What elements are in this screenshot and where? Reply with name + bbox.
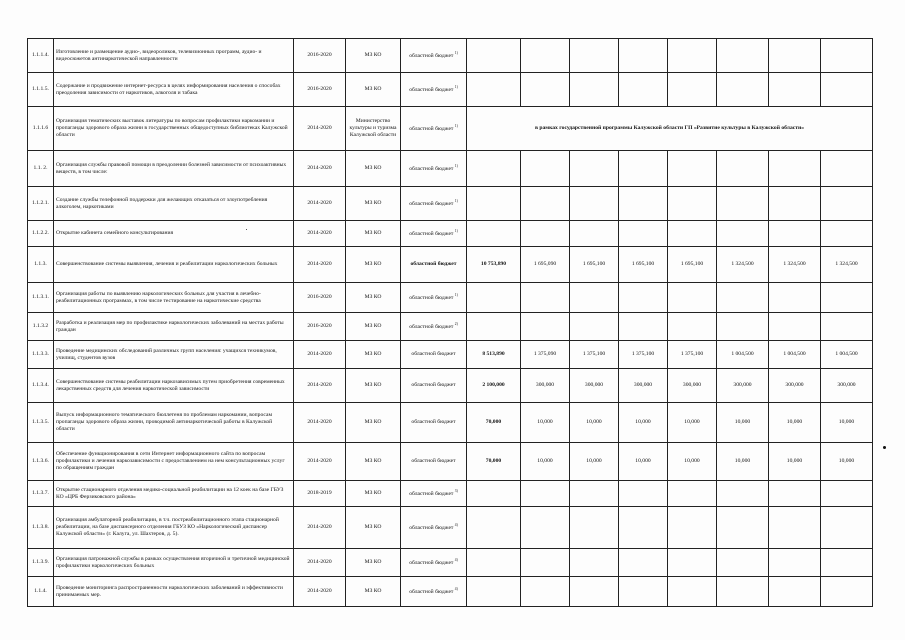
row-total (467, 481, 521, 507)
footnote-marker: 1) (454, 124, 458, 129)
row-executor: МЗ КО (346, 247, 401, 283)
row-total: 70,000 (467, 403, 521, 443)
footnote-marker: 2) (454, 322, 458, 327)
table-row (28, 107, 873, 151)
table-row (28, 443, 873, 481)
row-year-value: 1 375,100 (619, 341, 668, 369)
row-total (467, 283, 521, 313)
row-total (467, 187, 521, 221)
funding-source-text: областной бюджет (409, 559, 454, 566)
row-funding-source (401, 403, 467, 443)
row-year-value (570, 481, 619, 507)
row-year-value (769, 73, 821, 107)
row-total (467, 577, 521, 607)
row-description: Организация патронажной службы в рамках осуществления вторичной и третичной медицинской профилактики наркологических больных (54, 549, 294, 577)
funding-source-text: областной бюджет (409, 125, 454, 132)
row-year-value (570, 313, 619, 341)
row-year-value: 10,000 (521, 403, 570, 443)
row-period: 2014-2020 (294, 151, 346, 187)
row-funding-source (401, 221, 467, 247)
row-year-value (668, 577, 717, 607)
row-period: 2014-2020 (294, 443, 346, 481)
table-row (28, 369, 873, 403)
row-year-value (570, 187, 619, 221)
row-funding-source (401, 187, 467, 221)
scan-speck (246, 229, 247, 230)
row-year-value: 10,000 (717, 403, 769, 443)
row-number: 1.1.3.8. (28, 507, 54, 549)
row-number: 1.1.1.6 (28, 107, 54, 151)
row-year-value (821, 283, 873, 313)
row-description: Проведение мониторинга распространенности наркологических заболеваний и эффективности принимаемых мер. (54, 577, 294, 607)
row-total: 70,000 (467, 443, 521, 481)
row-number: 1.1.3.9. (28, 549, 54, 577)
row-executor: МЗ КО (346, 443, 401, 481)
row-year-value (769, 549, 821, 577)
row-number: 1.1.3.5. (28, 403, 54, 443)
row-year-value: 10,000 (570, 443, 619, 481)
row-total: 2 100,000 (467, 369, 521, 403)
row-description: Выпуск информационного тематического бюллетеня по проблемам наркомании, вопросам пропаганды здорового образа жизни, проводимой антинаркотической работы в Калужской области (54, 403, 294, 443)
row-year-value (521, 221, 570, 247)
row-year-value (619, 577, 668, 607)
row-year-value (717, 283, 769, 313)
row-period: 2016-2020 (294, 283, 346, 313)
row-year-value: 10,000 (521, 443, 570, 481)
row-year-value: 10,000 (668, 403, 717, 443)
row-period: 2014-2020 (294, 341, 346, 369)
row-executor: МЗ КО (346, 187, 401, 221)
row-year-value: 10,000 (821, 443, 873, 481)
row-total (467, 313, 521, 341)
row-period: 2014-2020 (294, 507, 346, 549)
row-year-value (521, 151, 570, 187)
row-number: 1.1.3.7. (28, 481, 54, 507)
row-total (467, 39, 521, 73)
row-year-value (570, 221, 619, 247)
row-year-value (570, 577, 619, 607)
funding-source-text: областной бюджет (409, 165, 454, 172)
row-funding-source (401, 283, 467, 313)
row-number: 1.1.3.4. (28, 369, 54, 403)
row-year-value: 10,000 (619, 403, 668, 443)
row-year-value: 1 695,090 (521, 247, 570, 283)
table-row (28, 577, 873, 607)
funding-source-text: областной бюджет (411, 382, 456, 388)
row-number: 1.1.1.4. (28, 39, 54, 73)
row-year-value: 1 695,100 (668, 247, 717, 283)
row-funding-source (401, 369, 467, 403)
row-period: 2014-2020 (294, 187, 346, 221)
row-year-value: 1 004,500 (717, 341, 769, 369)
row-year-value (769, 283, 821, 313)
row-year-value: 1 695,100 (570, 247, 619, 283)
row-year-value (521, 507, 570, 549)
row-year-value (821, 73, 873, 107)
funding-source-text: областной бюджет (409, 294, 454, 301)
table-row (28, 507, 873, 549)
table-row (28, 549, 873, 577)
row-funding-source (401, 247, 467, 283)
row-description: Открытие стационарного отделения медико-социальной реабилитации на 12 коек на базе ГБУЗ КО «ЦРБ Ферзиковского района» (54, 481, 294, 507)
table-row (28, 151, 873, 187)
footnote-marker: 1) (454, 293, 458, 298)
row-year-value: 1 375,100 (668, 341, 717, 369)
footnote-marker: 1) (454, 199, 458, 204)
row-year-value: 10,000 (668, 443, 717, 481)
row-year-value (668, 481, 717, 507)
row-funding-source (401, 39, 467, 73)
row-year-value (769, 313, 821, 341)
row-year-value (668, 39, 717, 73)
row-period: 2014-2020 (294, 549, 346, 577)
row-year-value: 300,000 (668, 369, 717, 403)
row-year-value (619, 481, 668, 507)
row-description: Открытие кабинета семейного консультирования (54, 221, 294, 247)
row-year-value (717, 549, 769, 577)
row-total (467, 507, 521, 549)
row-year-value (717, 577, 769, 607)
row-year-value (821, 577, 873, 607)
table-row (28, 403, 873, 443)
row-year-value (521, 481, 570, 507)
row-year-value (717, 221, 769, 247)
row-year-value (521, 549, 570, 577)
row-year-value (821, 313, 873, 341)
table-body (28, 39, 873, 607)
row-number: 1.1.3.2 (28, 313, 54, 341)
row-number: 1.1.4. (28, 577, 54, 607)
row-year-value: 300,000 (619, 369, 668, 403)
row-funding-source (401, 151, 467, 187)
row-year-value: 300,000 (521, 369, 570, 403)
row-year-value: 10,000 (769, 443, 821, 481)
row-executor: МЗ КО (346, 577, 401, 607)
row-year-value (821, 221, 873, 247)
row-period: 2014-2020 (294, 221, 346, 247)
row-number: 1.1.1.5. (28, 73, 54, 107)
row-description: Организация тематических выставок литературы по вопросам профилактики наркомании и пропаганды здорового образа жизни в государственных общедоступных библиотеках Калужской области (54, 107, 294, 151)
funding-source-text: областной бюджет (409, 230, 454, 237)
row-description: Совершенствование системы реабилитации наркозависимых путем приобретения современных лекарственных средств для лечения наркотической зависимости (54, 369, 294, 403)
row-executor: МЗ КО (346, 313, 401, 341)
funding-source-text: областной бюджет (409, 524, 454, 531)
row-description: Создание службы телефонной поддержки для желающих отказаться от злоупотребления алкоголем, наркотиками (54, 187, 294, 221)
funding-source-text: областной бюджет (409, 52, 454, 59)
row-period: 2014-2020 (294, 369, 346, 403)
footnote-marker: 3) (454, 489, 458, 494)
row-funding-source (401, 577, 467, 607)
row-executor: МЗ КО (346, 283, 401, 313)
row-year-value (668, 313, 717, 341)
table-row (28, 247, 873, 283)
row-executor: МЗ КО (346, 221, 401, 247)
footnote-marker: 4) (454, 523, 458, 528)
row-period: 2014-2020 (294, 577, 346, 607)
table-row (28, 313, 873, 341)
row-description: Разработка и реализация мер по профилактике наркологических заболеваний на местах работы граждан (54, 313, 294, 341)
row-year-value (619, 151, 668, 187)
table-row (28, 341, 873, 369)
row-funding-source (401, 107, 467, 151)
row-description: Изготовление и размещение аудио-, видеороликов, телевизионных программ, аудио- и видеосюжетов антинаркотической направленности (54, 39, 294, 73)
row-year-value: 1 375,100 (570, 341, 619, 369)
row-executor: МЗ КО (346, 507, 401, 549)
table-row (28, 187, 873, 221)
table-row (28, 221, 873, 247)
row-funding-source (401, 443, 467, 481)
row-executor: МЗ КО (346, 481, 401, 507)
row-year-value (521, 39, 570, 73)
row-executor: МЗ КО (346, 151, 401, 187)
row-total: 8 513,890 (467, 341, 521, 369)
row-year-value: 10,000 (717, 443, 769, 481)
row-year-value (769, 151, 821, 187)
row-executor: МЗ КО (346, 341, 401, 369)
table-row (28, 283, 873, 313)
row-year-value (668, 221, 717, 247)
row-executor: МЗ КО (346, 73, 401, 107)
row-year-value (769, 187, 821, 221)
table-row (28, 39, 873, 73)
row-year-value (717, 481, 769, 507)
row-year-value (521, 73, 570, 107)
row-funding-source (401, 73, 467, 107)
row-year-value (619, 187, 668, 221)
funding-source-text: областной бюджет (409, 86, 454, 93)
row-year-value (717, 507, 769, 549)
row-year-value (717, 151, 769, 187)
row-year-value (570, 549, 619, 577)
margin-dot (883, 446, 886, 449)
row-year-value: 1 324,500 (821, 247, 873, 283)
row-year-value (570, 39, 619, 73)
row-description: Организация амбулаторной реабилитации, в т.ч. постреабилитационного этапа стационарной реабилитации, на базе диспансерного отделения ГБУЗ КО «Наркологический диспансер Калужской области» (г. Калуга, ул. Шахтеров, д. 5). (54, 507, 294, 549)
row-year-value (521, 187, 570, 221)
table-row (28, 481, 873, 507)
row-description: Содержание и продвижение интернет-ресурса в целях информирования населения о способах преодоления зависимости от наркотиков, алкоголя и табака (54, 73, 294, 107)
row-year-value: 300,000 (570, 369, 619, 403)
footnote-marker: 4) (454, 558, 458, 563)
row-total (467, 151, 521, 187)
row-year-value (769, 481, 821, 507)
footnote-marker: 4) (454, 587, 458, 592)
row-year-value (619, 39, 668, 73)
row-period: 2014-2020 (294, 107, 346, 151)
row-year-value: 10,000 (570, 403, 619, 443)
row-program-note: в рамках государственной программы Калужской области ГП «Развитие культуры в Калужской области» (467, 107, 873, 151)
row-period: 2016-2020 (294, 313, 346, 341)
row-funding-source (401, 507, 467, 549)
row-description: Организация службы правовой помощи в преодолении болезней зависимости от психоактивных веществ, в том числе: (54, 151, 294, 187)
row-number: 1.1.3.3. (28, 341, 54, 369)
funding-source-text: областной бюджет (409, 490, 454, 497)
funding-source-text: областной бюджет (409, 323, 454, 330)
row-year-value (619, 507, 668, 549)
row-year-value (769, 221, 821, 247)
row-period: 2018-2019 (294, 481, 346, 507)
row-number: 1.1.3.1. (28, 283, 54, 313)
row-year-value (619, 221, 668, 247)
funding-source-text: областной бюджет (409, 588, 454, 595)
row-total (467, 549, 521, 577)
row-year-value: 1 324,500 (717, 247, 769, 283)
row-description: Совершенствование системы выявления, лечения и реабилитации наркологических больных (54, 247, 294, 283)
row-year-value (769, 507, 821, 549)
row-year-value: 1 695,100 (619, 247, 668, 283)
row-year-value: 10,000 (619, 443, 668, 481)
row-year-value (717, 313, 769, 341)
row-year-value (521, 577, 570, 607)
row-year-value (619, 73, 668, 107)
footnote-marker: 1) (454, 51, 458, 56)
funding-source-text: областной бюджет (409, 200, 454, 207)
row-year-value (668, 549, 717, 577)
row-year-value (821, 549, 873, 577)
row-year-value: 1 004,500 (821, 341, 873, 369)
row-year-value (570, 283, 619, 313)
row-description: Проведение медицинских обследований различных групп населения: учащихся техникумов, училищ, студентов вузов (54, 341, 294, 369)
row-year-value (821, 481, 873, 507)
row-year-value (668, 73, 717, 107)
row-year-value (668, 187, 717, 221)
row-period: 2014-2020 (294, 247, 346, 283)
footnote-marker: 1) (454, 164, 458, 169)
funding-source-text: областной бюджет (411, 419, 456, 425)
row-year-value (521, 283, 570, 313)
row-number: 1.1. 2. (28, 151, 54, 187)
row-year-value (570, 151, 619, 187)
row-year-value (619, 313, 668, 341)
row-year-value: 300,000 (769, 369, 821, 403)
row-executor: Министерство культуры и туризма Калужской области (346, 107, 401, 151)
row-year-value (821, 39, 873, 73)
row-funding-source (401, 481, 467, 507)
row-executor: МЗ КО (346, 39, 401, 73)
row-year-value (821, 507, 873, 549)
row-year-value (570, 507, 619, 549)
row-year-value (717, 39, 769, 73)
row-period: 2014-2020 (294, 403, 346, 443)
row-year-value (521, 313, 570, 341)
row-year-value (668, 507, 717, 549)
funding-source-text: областной бюджет (410, 261, 457, 267)
funding-source-text: областной бюджет (411, 458, 456, 464)
row-funding-source (401, 549, 467, 577)
row-year-value (570, 73, 619, 107)
row-year-value: 1 004,500 (769, 341, 821, 369)
footnote-marker: 1) (454, 229, 458, 234)
row-year-value (769, 39, 821, 73)
row-year-value (821, 151, 873, 187)
row-funding-source (401, 313, 467, 341)
row-total (467, 73, 521, 107)
row-year-value (717, 187, 769, 221)
row-number: 1.1.2.2. (28, 221, 54, 247)
row-year-value: 1 324,500 (769, 247, 821, 283)
row-year-value (619, 549, 668, 577)
row-year-value: 300,000 (717, 369, 769, 403)
row-executor: МЗ КО (346, 369, 401, 403)
row-year-value: 10,000 (821, 403, 873, 443)
row-year-value (821, 187, 873, 221)
program-table (27, 38, 873, 607)
row-funding-source (401, 341, 467, 369)
row-year-value (619, 283, 668, 313)
row-description: Организация работы по выявлению наркологических больных для участия в лечебно-реабилитационных программах, в том числе тестирование на наркотические средства (54, 283, 294, 313)
footnote-marker: 1) (454, 85, 458, 90)
row-year-value: 1 375,090 (521, 341, 570, 369)
row-year-value (668, 151, 717, 187)
row-executor: МЗ КО (346, 403, 401, 443)
row-total (467, 221, 521, 247)
row-total: 10 753,890 (467, 247, 521, 283)
row-year-value (717, 73, 769, 107)
row-year-value (769, 577, 821, 607)
table-row (28, 73, 873, 107)
funding-source-text: областной бюджет (411, 351, 456, 357)
row-number: 1.1.3. (28, 247, 54, 283)
row-description: Обеспечение функционирования в сети Интернет информационного сайта по вопросам профилактики и лечения наркозависимости с предоставлением на нем консультационных услуг по обращениям граждан (54, 443, 294, 481)
row-period: 2016-2020 (294, 39, 346, 73)
row-period: 2016-2020 (294, 73, 346, 107)
row-number: 1.1.2.1. (28, 187, 54, 221)
row-year-value: 10,000 (769, 403, 821, 443)
row-year-value: 300,000 (821, 369, 873, 403)
row-number: 1.1.3.6. (28, 443, 54, 481)
row-executor: МЗ КО (346, 549, 401, 577)
row-year-value (668, 283, 717, 313)
